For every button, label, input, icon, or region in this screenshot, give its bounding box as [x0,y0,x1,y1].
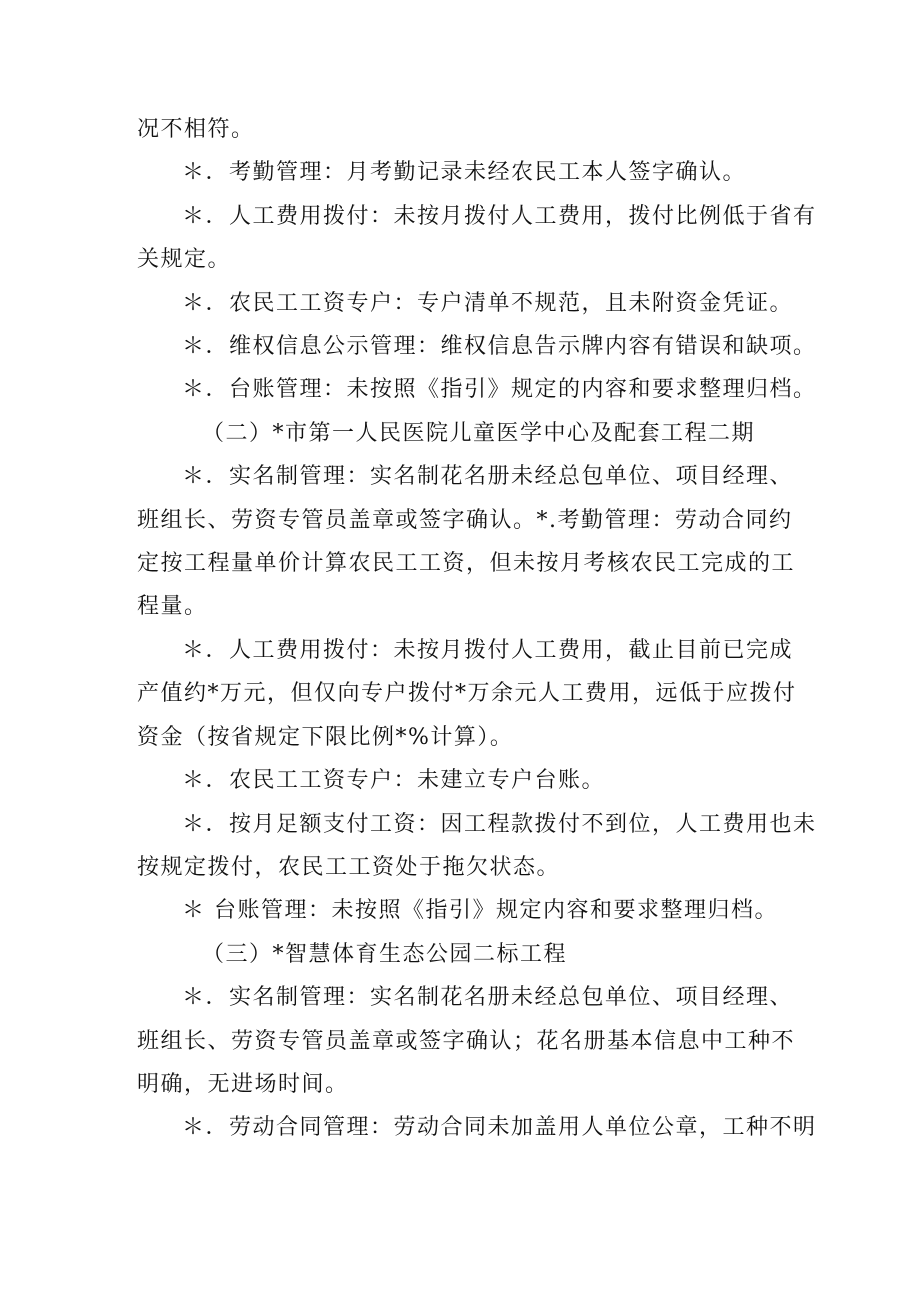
paragraph-line: ＊．按月足额支付工资：因工程款拨付不到位，人工费用也未 [182,811,817,837]
paragraph-line: 资金（按省规定下限比例*%计算）。 [137,724,514,750]
section-heading: （二）*市第一人民医院儿童医学中心及配套工程二期 [202,420,756,446]
paragraph-line: ＊．人工费用拨付：未按月拨付人工费用，截止目前已完成 [182,637,794,663]
paragraph-line: 关规定。 [137,247,232,273]
paragraph-line: 班组长、劳资专管员盖章或签字确认。*.考勤管理：劳动合同约 [137,507,793,533]
paragraph-line: ＊．农民工工资专户：未建立专户台账。 [182,768,606,794]
paragraph-line: ＊ 台账管理：未按照《指引》规定内容和要求整理归档。 [182,898,778,924]
paragraph-line: 班组长、劳资专管员盖章或签字确认；花名册基本信息中工种不 [137,1028,796,1054]
paragraph-line: ＊．农民工工资专户：专户清单不规范，且未附资金凭证。 [182,290,794,316]
paragraph-line: 明确，无进场时间。 [137,1071,349,1097]
paragraph-line: ＊．实名制管理：实名制花名册未经总包单位、项目经理、 [182,464,794,490]
paragraph-line: 况不相符。 [137,117,255,142]
paragraph-line: 产值约*万元，但仅向专户拨付*万余元人工费用，远低于应拨付 [137,681,797,707]
paragraph-line: 按规定拨付，农民工工资处于拖欠状态。 [137,854,561,880]
paragraph-line: ＊．考勤管理：月考勤记录未经农民工本人签字确认。 [182,160,747,186]
paragraph-line: ＊．维权信息公示管理：维权信息告示牌内容有错误和缺项。 [182,334,817,360]
paragraph-line: ＊．人工费用拨付：未按月拨付人工费用，拨付比例低于省有 [182,203,817,229]
paragraph-line: 程量。 [137,594,208,620]
paragraph-line: ＊．实名制管理：实名制花名册未经总包单位、项目经理、 [182,985,794,1011]
paragraph-line: ＊．台账管理：未按照《指引》规定的内容和要求整理归档。 [182,377,817,403]
paragraph-line: ＊．劳动合同管理：劳动合同未加盖用人单位公章，工种不明 [182,1115,817,1141]
paragraph-line: 定按工程量单价计算农民工工资，但未按月考核农民工完成的工 [137,551,796,577]
section-heading: （三）*智慧体育生态公园二标工程 [202,941,568,967]
